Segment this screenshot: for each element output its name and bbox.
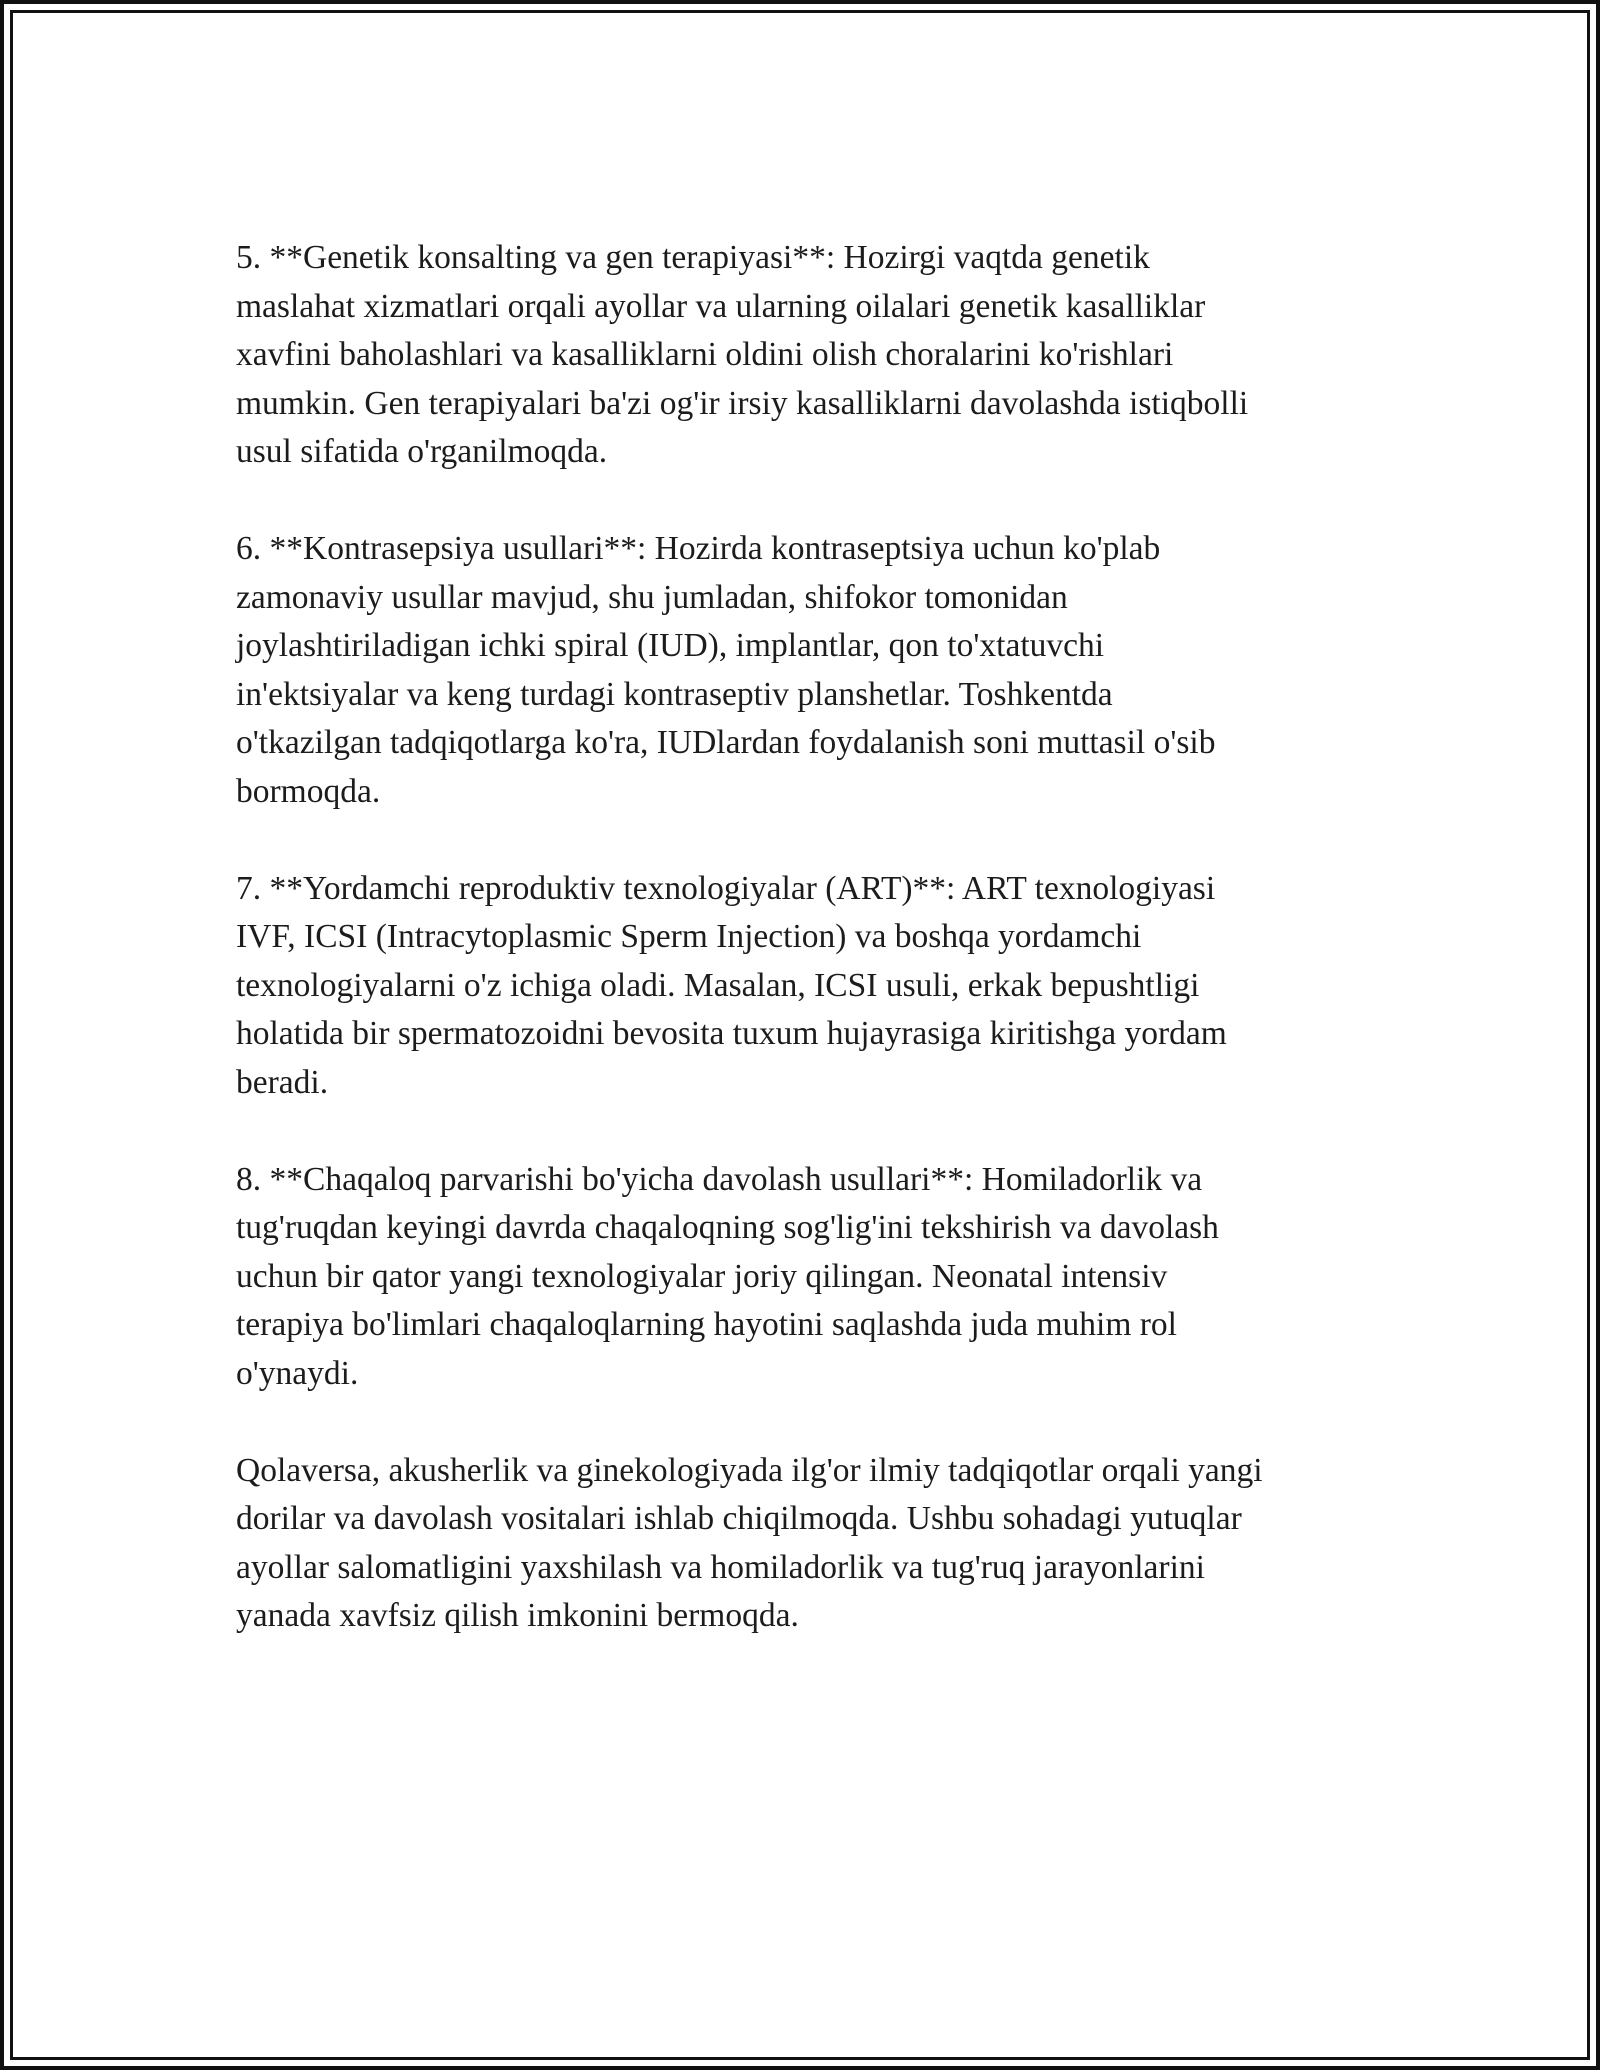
paragraph-conclusion: Qolaversa, akusherlik va ginekologiyada ilg'or ilmiy tadqiqotlar orqali yangi dorilar va davolash vositalari ishlab chiqilmoqda. Ushbu sohadagi yutuqlar ayollar salomatligini yaxshilash va homiladorlik va tug'ruq jarayonlarini yanada xavfsiz qilish imkonini bermoqda.: [236, 1451, 1263, 1634]
paragraph-genetic-counseling: 5. **Genetik konsalting va gen terapiyasi**: Hozirgi vaqtda genetik maslahat xizmatlari orqali ayollar va ularning oilalari genetik kasalliklar xavfini baholashlari va kasalliklarni oldini olish choralarini ko'rishlari mumkin. Gen terapiyalari ba'zi og'ir irsiy kasalliklarni davolashda istiqbolli usul sifatida o'rganilmoqda.: [236, 239, 1249, 470]
document-body: [236, 234, 1386, 1689]
paragraph-assisted-reproduction: 7. **Yordamchi reproduktiv texnologiyalar (ART)**: ART texnologiyasi IVF, ICSI (Intracytoplasmic Sperm Injection) va boshqa yordamchi texnologiyalarni o'z ichiga oladi. Masalan, ICSI usuli, erkak bepushtligi holatida bir spermatozoidni bevosita tuxum hujayrasiga kiritishga yordam beradi.: [236, 869, 1227, 1101]
paragraph-contraception: 6. **Kontrasepsiya usullari**: Hozirda kontraseptsiya uchun ko'plab zamonaviy usullar mavjud, shu jumladan, shifokor tomonidan joylashtiriladigan ichki spiral (IUD), implantlar, qon to'xtatuvchi in'ektsiyalar va keng turdagi kontraseptiv planshetlar. Toshkentda o'tkazilgan tadqiqotlarga ko'ra, IUDlardan foydalanish soni muttasil o'sib bormoqda.: [236, 530, 1216, 810]
paragraph-newborn-care: 8. **Chaqaloq parvarishi bo'yicha davolash usullari**: Homiladorlik va tug'ruqdan keyingi davrda chaqaloqning sog'lig'ini tekshirish va davolash uchun bir qator yangi texnologiyalar joriy qilingan. Neonatal intensiv terapiya bo'limlari chaqaloqlarning hayotini saqlashda juda muhim rol o'ynaydi.: [236, 1160, 1219, 1392]
